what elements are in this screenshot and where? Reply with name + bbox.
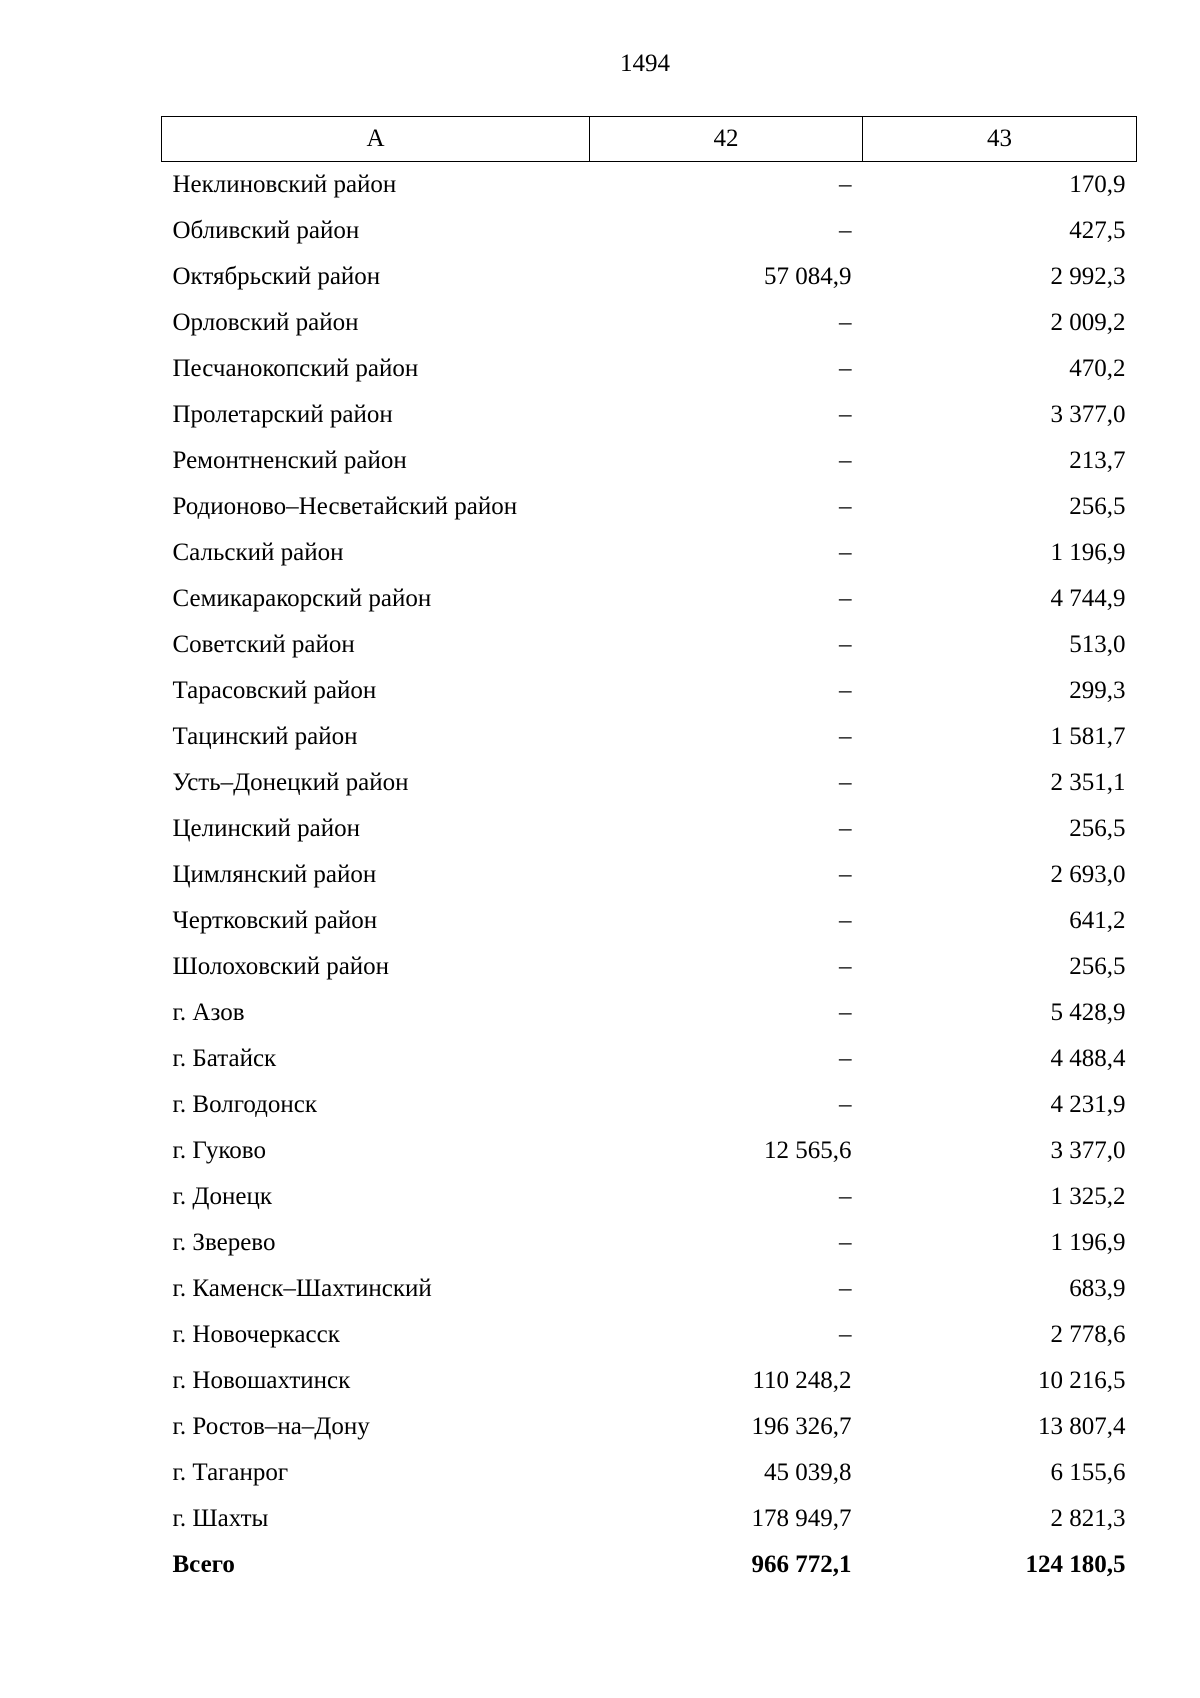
total-label: Всего [172, 1551, 235, 1578]
table-row [162, 300, 1137, 346]
row-value-43: 470,2 [1069, 355, 1126, 382]
table-row [162, 1266, 1137, 1312]
total-row [162, 1542, 1137, 1588]
table-row [162, 806, 1137, 852]
row-value-42: – [839, 1045, 852, 1072]
row-value-43: 1 196,9 [1050, 1229, 1126, 1256]
table-row [162, 484, 1137, 530]
row-label: г. Таганрог [172, 1459, 289, 1486]
table-row [162, 254, 1137, 300]
table-row [162, 852, 1137, 898]
table-row [162, 622, 1137, 668]
row-value-43: 2 351,1 [1050, 769, 1126, 796]
table-row [162, 1174, 1137, 1220]
row-value-43: 2 992,3 [1050, 263, 1126, 290]
row-value-42: – [839, 585, 852, 612]
row-value-42: – [839, 1183, 852, 1210]
row-value-42: – [839, 1091, 852, 1118]
row-value-42: 110 248,2 [752, 1367, 852, 1394]
table-row [162, 1128, 1137, 1174]
row-label: Родионово–Несветайский район [172, 493, 518, 520]
row-value-43: 513,0 [1069, 631, 1126, 658]
row-label: Орловский район [172, 309, 359, 336]
table-row [162, 392, 1137, 438]
row-label: Чертковский район [172, 907, 378, 934]
row-value-42: – [839, 769, 852, 796]
row-value-43: 170,9 [1069, 171, 1126, 198]
row-value-42: – [839, 217, 852, 244]
row-label: Песчанокопский район [172, 355, 419, 382]
table-row [162, 760, 1137, 806]
table-row [162, 1404, 1137, 1450]
table-row [162, 1450, 1137, 1496]
row-value-42: – [839, 907, 852, 934]
table-row [162, 1082, 1137, 1128]
row-label: Пролетарский район [172, 401, 393, 428]
row-value-42: – [839, 631, 852, 658]
total-value-42: 966 772,1 [751, 1551, 852, 1578]
row-value-43: 6 155,6 [1050, 1459, 1126, 1486]
row-value-43: 13 807,4 [1038, 1413, 1126, 1440]
row-label: г. Донецк [172, 1183, 272, 1210]
row-label: г. Новочеркасск [172, 1321, 340, 1348]
row-value-42: – [839, 401, 852, 428]
header-row [162, 117, 1137, 162]
row-value-43: 5 428,9 [1050, 999, 1126, 1026]
row-value-42: – [839, 309, 852, 336]
row-value-43: 427,5 [1069, 217, 1126, 244]
row-value-42: – [839, 1229, 852, 1256]
table-row [162, 668, 1137, 714]
row-label: Ремонтненский район [172, 447, 407, 474]
row-label: г. Ростов–на–Дону [172, 1413, 370, 1440]
data-table-container [161, 116, 1136, 1588]
row-value-43: 2 009,2 [1050, 309, 1126, 336]
row-value-42: – [839, 861, 852, 888]
table-row [162, 530, 1137, 576]
row-label: Советский район [172, 631, 355, 658]
page-number: 1494 [620, 50, 670, 77]
row-value-42: – [839, 723, 852, 750]
row-value-43: 683,9 [1069, 1275, 1126, 1302]
row-value-43: 213,7 [1069, 447, 1126, 474]
header-cell-name: А [162, 117, 590, 162]
row-label: г. Гуково [172, 1137, 266, 1164]
row-label: г. Шахты [172, 1505, 269, 1532]
row-value-43: 1 196,9 [1050, 539, 1126, 566]
row-value-43: 1 581,7 [1050, 723, 1126, 750]
row-label: г. Зверево [172, 1229, 276, 1256]
row-label: г. Батайск [172, 1045, 277, 1072]
row-value-43: 256,5 [1069, 953, 1126, 980]
row-label: г. Азов [172, 999, 245, 1026]
row-value-43: 256,5 [1069, 493, 1126, 520]
row-label: Шолоховский район [172, 953, 390, 980]
row-value-42: – [839, 171, 852, 198]
row-value-42: 45 039,8 [764, 1459, 852, 1486]
table-row [162, 438, 1137, 484]
row-label: г. Волгодонск [172, 1091, 318, 1118]
row-value-42: 57 084,9 [764, 263, 852, 290]
row-label: Тацинский район [172, 723, 358, 750]
row-value-43: 1 325,2 [1050, 1183, 1126, 1210]
row-value-43: 299,3 [1069, 677, 1126, 704]
table-row [162, 714, 1137, 760]
row-value-43: 256,5 [1069, 815, 1126, 842]
row-value-42: 178 949,7 [751, 1505, 852, 1532]
row-value-43: 4 744,9 [1050, 585, 1126, 612]
header-cell-42: 42 [590, 117, 863, 162]
row-value-43: 2 778,6 [1050, 1321, 1126, 1348]
table-body [162, 162, 1137, 1589]
row-value-43: 3 377,0 [1050, 401, 1126, 428]
row-label: г. Каменск–Шахтинский [172, 1275, 432, 1302]
row-value-43: 3 377,0 [1050, 1137, 1126, 1164]
row-value-43: 4 231,9 [1050, 1091, 1126, 1118]
table-row [162, 1496, 1137, 1542]
row-value-42: – [839, 953, 852, 980]
row-value-42: – [839, 999, 852, 1026]
table-row [162, 898, 1137, 944]
row-value-42: – [839, 1275, 852, 1302]
row-value-42: – [839, 677, 852, 704]
row-value-43: 2 821,3 [1050, 1505, 1126, 1532]
table-row [162, 1220, 1137, 1266]
row-value-42: 12 565,6 [764, 1137, 852, 1164]
row-label: Октябрьский район [172, 263, 381, 290]
row-label: Усть–Донецкий район [172, 769, 409, 796]
total-value-43: 124 180,5 [1025, 1551, 1126, 1578]
row-value-43: 4 488,4 [1050, 1045, 1126, 1072]
row-value-42: – [839, 447, 852, 474]
table-row [162, 990, 1137, 1036]
row-value-43: 641,2 [1069, 907, 1126, 934]
table-row [162, 1312, 1137, 1358]
row-label: Целинский район [172, 815, 360, 842]
row-value-42: 196 326,7 [751, 1413, 852, 1440]
table-row [162, 162, 1137, 209]
row-value-43: 2 693,0 [1050, 861, 1126, 888]
row-value-42: – [839, 539, 852, 566]
data-table [161, 116, 1137, 1588]
table-row [162, 346, 1137, 392]
row-value-42: – [839, 815, 852, 842]
header-cell-43: 43 [863, 117, 1137, 162]
row-value-42: – [839, 493, 852, 520]
table-row [162, 944, 1137, 990]
row-value-42: – [839, 355, 852, 382]
row-label: Тарасовский район [172, 677, 377, 704]
row-value-42: – [839, 1321, 852, 1348]
row-value-43: 10 216,5 [1038, 1367, 1126, 1394]
table-row [162, 1358, 1137, 1404]
row-label: Сальский район [172, 539, 344, 566]
table-row [162, 208, 1137, 254]
table-row [162, 576, 1137, 622]
row-label: г. Новошахтинск [172, 1367, 351, 1394]
row-label: Обливский район [172, 217, 360, 244]
row-label: Семикаракорский район [172, 585, 432, 612]
table-row [162, 1036, 1137, 1082]
row-label: Цимлянский район [172, 861, 377, 888]
row-label: Неклиновский район [172, 171, 397, 198]
